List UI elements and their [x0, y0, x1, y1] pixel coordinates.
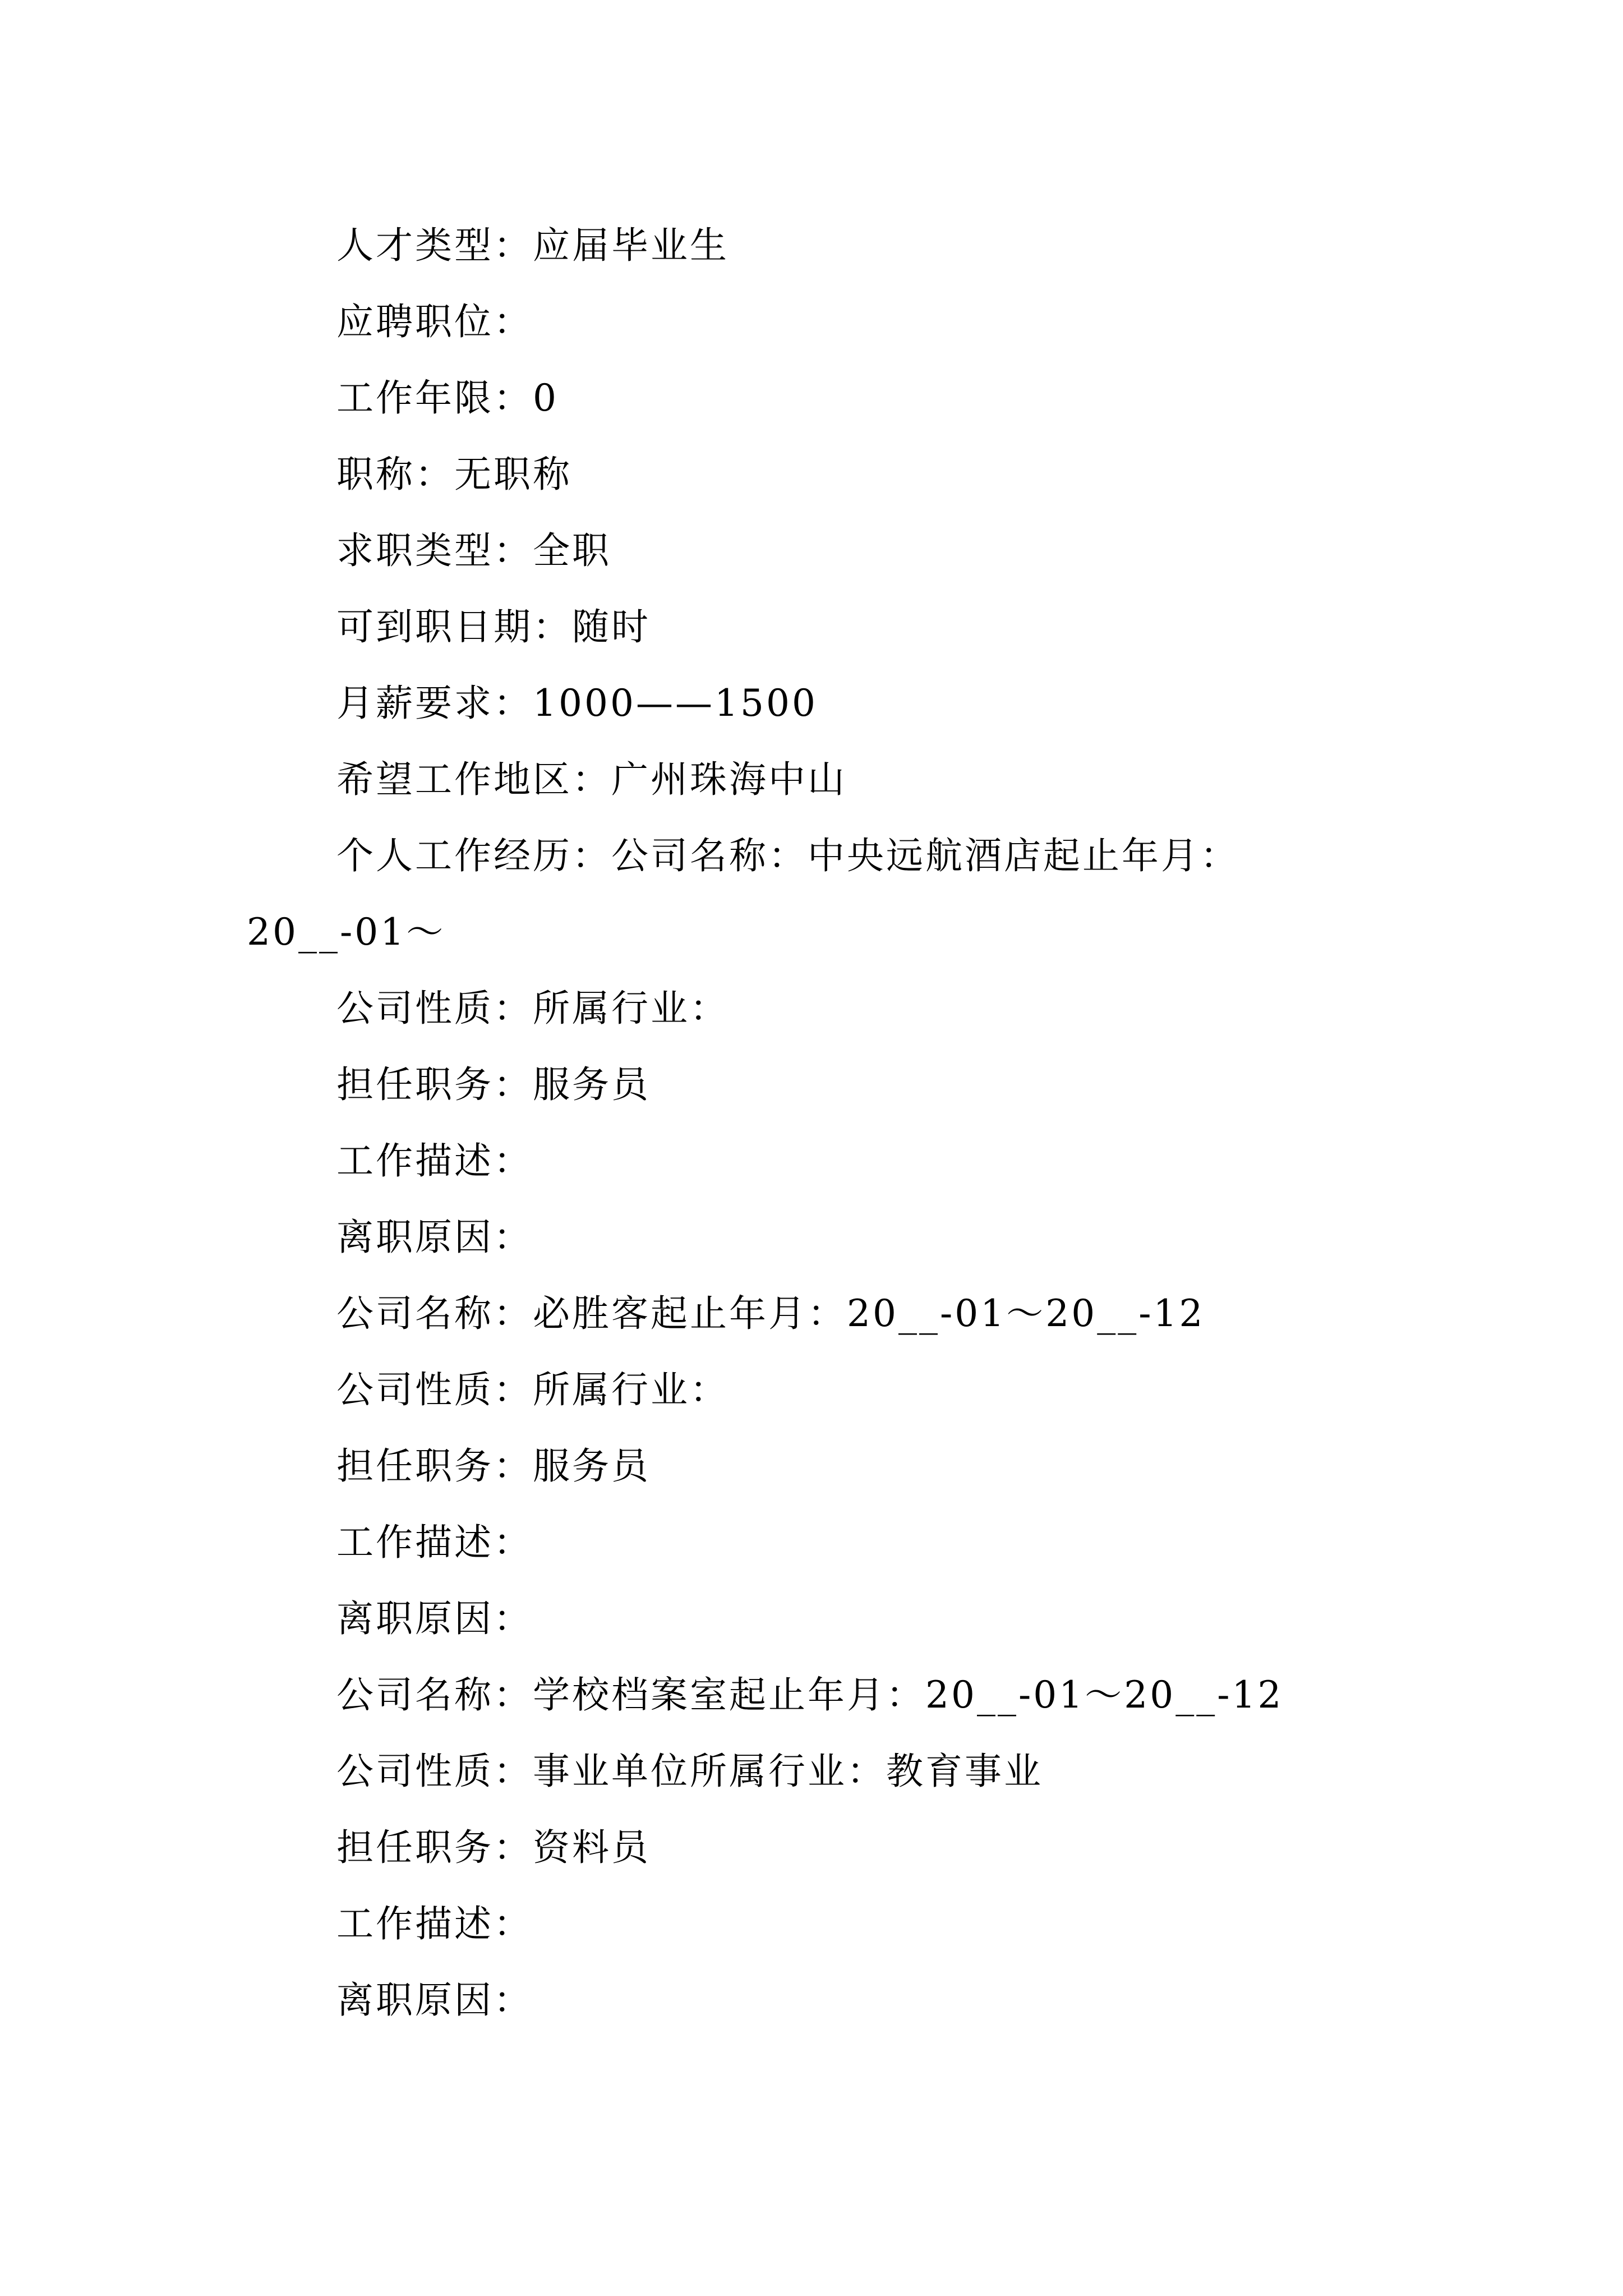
- text-line: 离职原因：: [336, 1216, 533, 1259]
- text-line: 担任职务：服务员: [336, 1063, 651, 1106]
- text-line: 求职类型：全职: [336, 529, 611, 572]
- text-line-continuation: 20__-01～: [247, 910, 446, 954]
- text-line: 工作年限：0: [336, 376, 559, 420]
- text-line: 月薪要求：1000——1500: [336, 682, 818, 725]
- document-body: [247, 208, 1380, 2039]
- text-line: 职称：无职称: [336, 453, 572, 496]
- text-line: 公司性质：所属行业：: [336, 1368, 729, 1411]
- text-line: 应聘职位：: [336, 300, 533, 343]
- text-line: 工作描述：: [336, 1902, 533, 1945]
- text-line: 离职原因：: [336, 1978, 533, 2022]
- text-line: 公司名称：必胜客起止年月：20__-01～20__-12: [336, 1292, 1205, 1335]
- text-line: 担任职务：服务员: [336, 1444, 651, 1488]
- text-line: 工作描述：: [336, 1139, 533, 1182]
- text-line: 希望工作地区：广州珠海中山: [336, 758, 847, 801]
- text-line: 可到职日期：随时: [336, 605, 651, 648]
- text-line: 个人工作经历：公司名称：中央远航酒店起止年月：: [336, 834, 1239, 877]
- text-line: 公司性质：所属行业：: [336, 987, 729, 1030]
- text-line: 担任职务：资料员: [336, 1826, 651, 1869]
- text-line: 人才类型：应届毕业生: [336, 224, 729, 267]
- text-line: 公司名称：学校档案室起止年月：20__-01～20__-12: [336, 1673, 1284, 1717]
- text-line: 离职原因：: [336, 1597, 533, 1640]
- text-line: 工作描述：: [336, 1521, 533, 1564]
- text-line: 公司性质：事业单位所属行业：教育事业: [336, 1750, 1043, 1793]
